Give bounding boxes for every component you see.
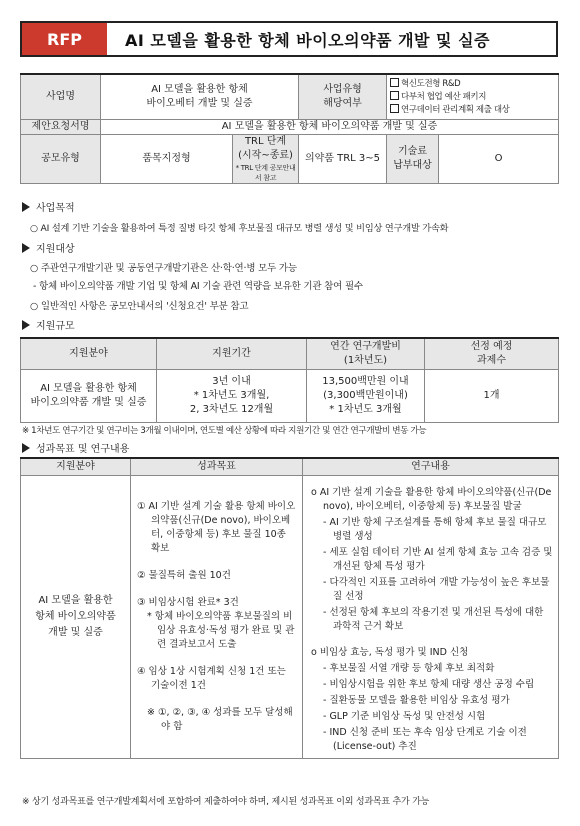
target-line-2: - 항체 바이오의약품 개발 기업 및 항체 AI 기술 관련 역량을 보유한 기관 참여 필수 xyxy=(33,281,363,292)
proposal-name-value: AI 모델을 활용한 항체 바이오의약품 개발 및 실증 xyxy=(101,120,559,135)
outcome-content xyxy=(303,476,559,759)
project-info-table xyxy=(20,73,559,184)
content-b-item: - 질환동물 모델을 활용한 비임상 유효성 평가 xyxy=(323,695,510,706)
scale-field: AI 모델을 활용한 항체 바이오의약품 개발 및 실증 xyxy=(21,370,157,423)
checkbox-icon xyxy=(390,78,399,87)
goal-3-note: * 항체 바이오의약품 후보물질의 비임상 유효성·독성 평가 완료 및 관련 결과보고서 도출 xyxy=(147,611,295,650)
checkbox-research-data[interactable]: 연구데이터 관리계획 제출 대상 xyxy=(390,104,558,117)
project-type-label: 사업유형 해당여부 xyxy=(299,74,387,120)
checkbox-multi-ministry[interactable]: 다부처 협업 예산 패키지 xyxy=(390,91,558,104)
trl-value: 의약품 TRL 3~5 xyxy=(299,135,387,184)
triangle-bullet-icon xyxy=(22,202,30,212)
goal-1: ① AI 기반 설계 기술 활용 항체 바이오의약품(신규(De novo), 바이오베터, 이중항체 등) 후보 물질 10종 확보 xyxy=(137,501,296,554)
target-line-3: ○ 일반적인 사항은 공모안내서의 '신청요건' 부분 참고 xyxy=(30,301,249,312)
outcome-header-field: 지원분야 xyxy=(21,458,131,476)
scale-header-period: 지원기간 xyxy=(157,338,307,370)
content-a-item: - 선정된 항체 후보의 작용기전 및 개선된 특성에 대한 과학적 근거 확보 xyxy=(323,607,544,632)
content-a-item: - 세포 실험 데이터 기반 AI 설계 항체 효능 고속 검증 및 개선된 항체 특성 평가 xyxy=(323,547,553,572)
footnote: ※ 상기 성과목표를 연구개발계획서에 포함하여 제출하여야 하며, 제시된 성과목표 이외 성과목표 추가 가능 xyxy=(22,797,430,807)
content-b-item: - GLP 기준 비임상 독성 및 안전성 시험 xyxy=(323,711,486,722)
content-a-item: - AI 기반 항체 구조설계를 통해 항체 후보 물질 대규모 병렬 생성 xyxy=(323,517,547,542)
tech-fee-value: O xyxy=(439,135,559,184)
triangle-bullet-icon xyxy=(22,320,30,330)
goal-note: ※ ①, ②, ③, ④ 성과를 모두 달성해야 함 xyxy=(147,707,293,732)
scale-heading: 지원규모 xyxy=(22,317,75,332)
support-scale-table xyxy=(20,337,559,423)
content-b-item: - 비임상시험을 위한 후보 항체 대량 생산 공정 수립 xyxy=(323,679,535,690)
page-title: AI 모델을 활용한 항체 바이오의약품 개발 및 실증 xyxy=(125,30,490,50)
outcome-heading: 성과목표 및 연구내용 xyxy=(22,440,129,455)
triangle-bullet-icon xyxy=(22,443,30,453)
call-type-value: 품목지정형 xyxy=(101,135,233,184)
scale-header-count: 선정 예정 과제수 xyxy=(425,338,559,370)
scale-count: 1개 xyxy=(425,370,559,423)
content-a-item: - 다각적인 지표를 고려하여 개발 가능성이 높은 후보물질 선정 xyxy=(323,577,550,602)
rfp-header xyxy=(20,21,558,57)
tech-fee-label: 기술료 납부대상 xyxy=(387,135,439,184)
scale-header-field: 지원분야 xyxy=(21,338,157,370)
goal-2: ② 물질특허 출원 10건 xyxy=(137,570,231,581)
content-b-item: - IND 신청 준비 또는 후속 임상 단계로 기술 이전(License-out) 추진 xyxy=(323,727,527,752)
scale-budget: 13,500백만원 이내 (3,300백만원이내) * 1차년도 3개월 xyxy=(307,370,425,423)
goal-3: ③ 비임상시험 완료* 3건 xyxy=(137,597,239,608)
content-a-heading: o AI 기반 설계 기술을 활용한 항체 바이오의약품(신규(De novo), 바이오베터, 이중항체 등) 후보물질 발굴 xyxy=(311,487,552,512)
goal-4: ④ 임상 1상 시험계획 신청 1건 또는 기술이전 1건 xyxy=(137,666,286,691)
content-b-item: - 후보물질 서열 개량 등 항체 후보 최적화 xyxy=(323,663,495,674)
outcome-table xyxy=(20,457,559,759)
outcome-goals xyxy=(131,476,303,759)
outcome-header-goals: 성과목표 xyxy=(131,458,303,476)
content-b-heading: o 비임상 효능, 독성 평가 및 IND 신청 xyxy=(311,647,469,658)
project-type-checkboxes xyxy=(387,74,559,120)
proposal-name-label: 제안요청서명 xyxy=(21,120,101,135)
target-line-1: ○ 주관연구개발기관 및 공동연구개발기관은 산·학·연·병 모두 가능 xyxy=(30,263,297,274)
project-name-label: 사업명 xyxy=(21,74,101,120)
checkbox-icon xyxy=(390,104,399,113)
call-type-label: 공모유형 xyxy=(21,135,101,184)
scale-period: 3년 이내 * 1차년도 3개월, 2, 3차년도 12개월 xyxy=(157,370,307,423)
trl-label: TRL 단계 (시작~종료) * TRL 단계 공모안내서 참고 xyxy=(233,135,299,184)
outcome-field: AI 모델을 활용한 항체 바이오의약품 개발 및 실증 xyxy=(21,476,131,759)
purpose-text: ○ AI 설계 기반 기술을 활용하여 특정 질병 타깃 항체 후보물질 대규모 병렬 생성 및 비임상 연구개발 가속화 xyxy=(30,223,449,234)
target-heading: 지원대상 xyxy=(22,240,75,255)
purpose-heading: 사업목적 xyxy=(22,199,75,214)
project-name-value: AI 모델을 활용한 항체 바이오베터 개발 및 실증 xyxy=(101,74,299,120)
outcome-header-content: 연구내용 xyxy=(303,458,559,476)
scale-header-budget: 연간 연구개발비 (1차년도) xyxy=(307,338,425,370)
rfp-badge: RFP xyxy=(22,23,107,55)
checkbox-innovation[interactable]: 혁신도전형 R&D xyxy=(390,78,558,91)
scale-note: ※ 1차년도 연구기간 및 연구비는 3개월 이내이며, 연도별 예산 상황에 따라 지원기간 및 연간 연구개발비 변동 가능 xyxy=(22,426,427,436)
triangle-bullet-icon xyxy=(22,243,30,253)
checkbox-icon xyxy=(390,91,399,100)
